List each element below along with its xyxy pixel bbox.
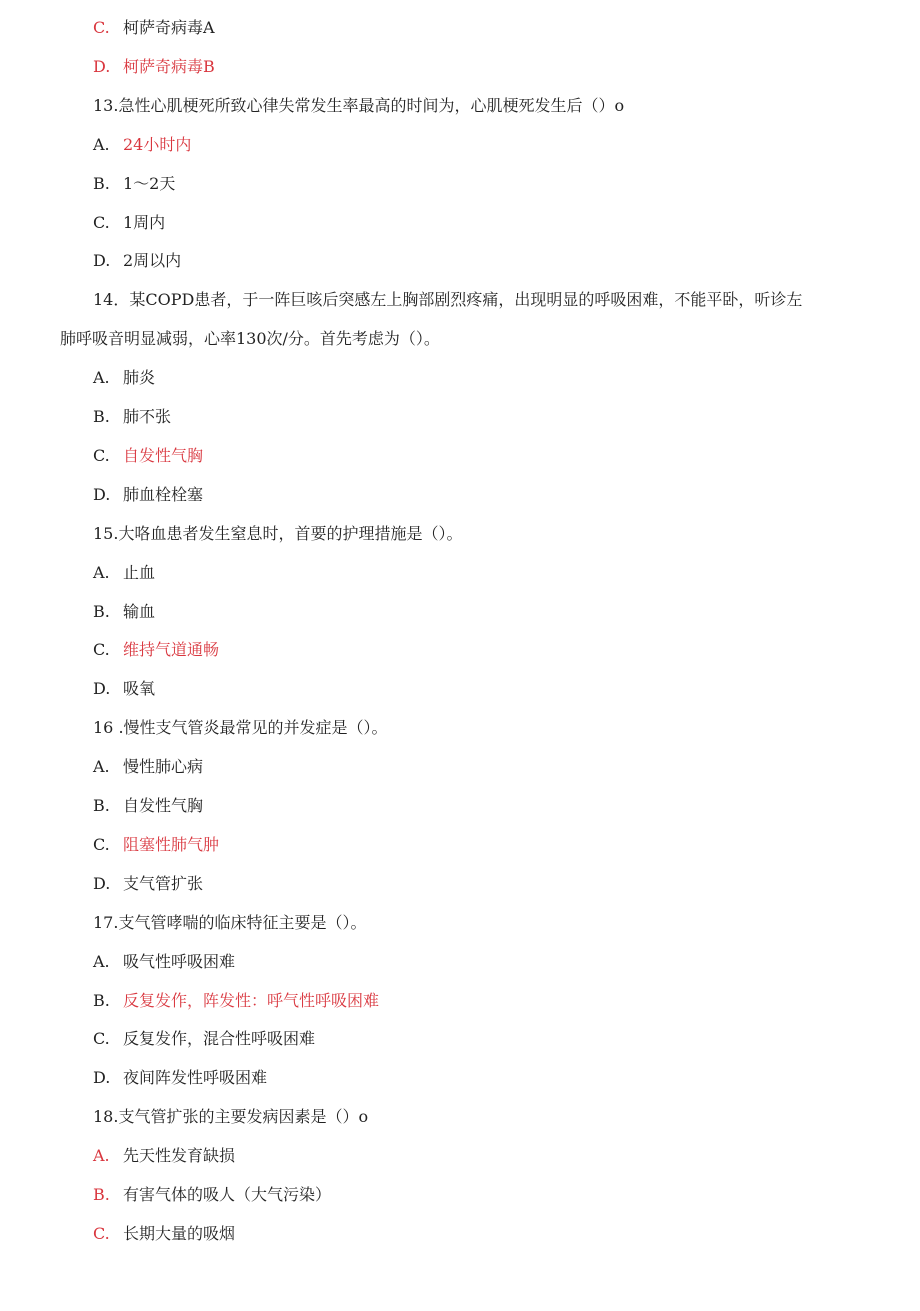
option-letter: D. <box>93 1068 111 1088</box>
option-text: 柯萨奇病毒B <box>123 56 215 76</box>
answer-option <box>93 368 155 388</box>
answer-option <box>93 874 203 894</box>
option-text: 1周内 <box>123 212 166 232</box>
option-text: 1～2天 <box>123 173 176 193</box>
option-letter: C. <box>93 1223 110 1243</box>
question-text: 15.大咯血患者发生窒息时，首要的护理措施是（）。 <box>93 523 463 543</box>
answer-option <box>93 485 203 505</box>
answer-option <box>93 796 203 816</box>
option-text: 止血 <box>123 562 156 582</box>
option-text: 吸气性呼吸困难 <box>123 951 236 971</box>
answer-option <box>93 1068 267 1088</box>
option-letter: C. <box>93 1029 110 1049</box>
option-letter: D. <box>93 873 111 893</box>
option-text: 2周以内 <box>123 251 182 271</box>
answer-option <box>93 446 203 466</box>
option-text: 反复发作，阵发性：呼气性呼吸困难 <box>123 990 380 1010</box>
answer-option <box>93 135 191 155</box>
answer-option <box>93 757 203 777</box>
option-text: 肺炎 <box>123 368 156 388</box>
answer-option <box>93 602 155 622</box>
option-letter: A. <box>93 562 110 582</box>
option-letter: C. <box>93 212 110 232</box>
option-letter: A. <box>93 951 110 971</box>
option-letter: C. <box>93 834 110 854</box>
option-text: 维持气道通畅 <box>123 640 220 660</box>
answer-option <box>93 57 215 77</box>
answer-option <box>93 835 219 855</box>
option-text: 先天性发育缺损 <box>123 1146 236 1166</box>
option-text: 自发性气胸 <box>123 796 204 815</box>
option-text: 肺血栓栓塞 <box>123 484 204 504</box>
option-letter: B. <box>93 601 110 621</box>
option-letter: B. <box>93 407 110 426</box>
question-text: 13.急性心肌梗死所致心律失常发生率最高的时间为，心肌梗死发生后（）o <box>93 95 625 115</box>
answer-option <box>93 213 165 233</box>
answer-option <box>93 952 235 972</box>
option-text: 夜间阵发性呼吸困难 <box>123 1068 268 1088</box>
option-letter: C. <box>93 445 110 465</box>
option-text: 阻塞性肺气肿 <box>123 834 220 854</box>
option-letter: B. <box>93 173 110 193</box>
option-text: 24小时内 <box>123 134 192 154</box>
question-text: 14．某COPD患者，于一阵巨咳后突感左上胸部剧烈疼痛，出现明显的呼吸困难，不能平卧，听诊左 <box>93 290 803 310</box>
answer-option <box>93 991 379 1011</box>
option-letter: A. <box>93 368 110 388</box>
answer-option <box>93 640 219 660</box>
option-letter: A. <box>93 757 110 777</box>
option-text: 慢性肺心病 <box>123 757 204 777</box>
question-text: 17.支气管哮喘的临床特征主要是（）。 <box>93 912 367 932</box>
option-text: 输血 <box>123 601 156 621</box>
option-letter: D. <box>93 484 111 504</box>
option-text: 柯萨奇病毒A <box>123 18 215 37</box>
answer-option <box>93 174 175 194</box>
answer-option <box>93 1146 235 1166</box>
answer-option <box>93 1185 331 1205</box>
option-letter: A. <box>93 134 110 154</box>
option-text: 肺不张 <box>123 407 172 426</box>
option-letter: D. <box>93 679 111 699</box>
option-letter: C. <box>93 640 110 660</box>
option-text: 有害气体的吸人（大气污染） <box>123 1185 332 1204</box>
option-letter: B. <box>93 990 110 1010</box>
option-letter: B. <box>93 1185 110 1204</box>
answer-option <box>93 18 215 38</box>
option-text: 反复发作，混合性呼吸困难 <box>123 1029 316 1049</box>
answer-option <box>93 1029 315 1049</box>
answer-option <box>93 563 155 583</box>
option-letter: A. <box>93 1146 110 1166</box>
question-text: 18.支气管扩张的主要发病因素是（）o <box>93 1107 369 1127</box>
answer-option <box>93 407 171 427</box>
option-text: 长期大量的吸烟 <box>123 1223 236 1243</box>
question-continuation: 肺呼吸音明显减弱，心率130次/分。首先考虑为（）。 <box>60 329 440 349</box>
option-letter: D. <box>93 251 111 271</box>
answer-option <box>93 679 155 699</box>
option-letter: C. <box>93 18 110 37</box>
answer-option <box>93 251 181 271</box>
option-letter: D. <box>93 56 111 76</box>
option-text: 支气管扩张 <box>123 873 204 893</box>
option-text: 吸氧 <box>123 679 156 699</box>
question-text: 16 .慢性支气管炎最常见的并发症是（）。 <box>93 718 388 738</box>
option-letter: B. <box>93 796 110 815</box>
answer-option <box>93 1224 235 1244</box>
option-text: 自发性气胸 <box>123 445 204 465</box>
